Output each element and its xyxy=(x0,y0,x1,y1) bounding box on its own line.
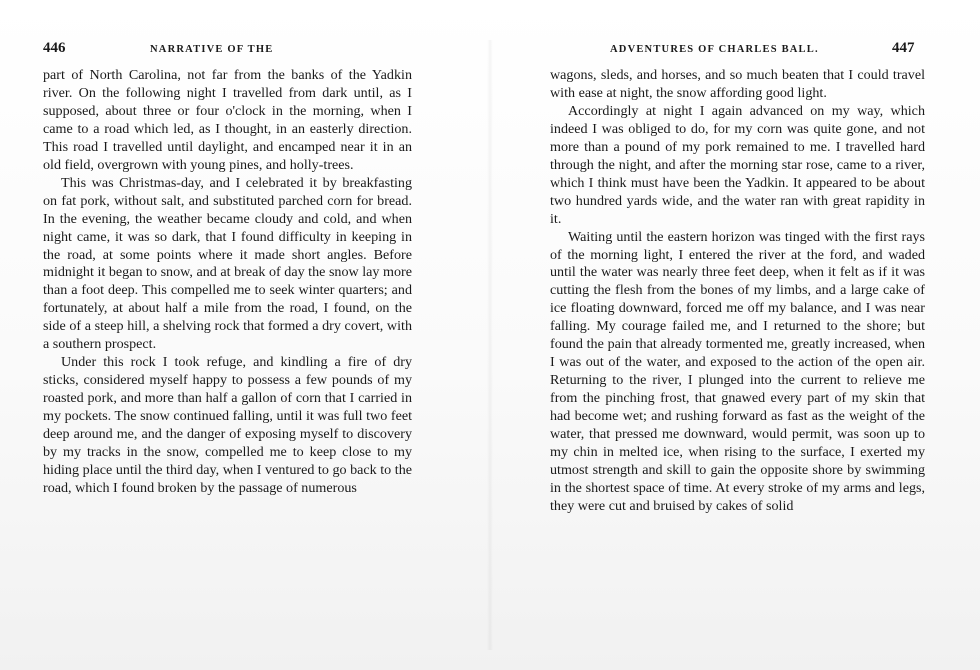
paragraph: Accordingly at night I again advanced on my way, which indeed I was obliged to do, for my corn was quite gone, and not more than a pound of my pork remained to me. I travelled hard through the night, and after the morning star rose, came to a river, which I think must have been the Yadkin. It appeared to be about two hundred yards wide, and the water ran with great rapidity in it. xyxy=(550,102,925,227)
paragraph: part of North Carolina, not far from the banks of the Yadkin river. On the following night I travelled from dark until, as I supposed, about three or four o'clock in the morning, when I came to a road which led, as I thought, in an easterly direction. This road I travelled until daylight, and encamped near it in an old field, overgrown with young pines, and holly-trees. xyxy=(43,67,412,173)
running-head-left: NARRATIVE OF THE xyxy=(150,44,274,55)
running-head-right: ADVENTURES OF CHARLES BALL. xyxy=(610,44,819,55)
paragraph: Waiting until the eastern horizon was tinged with the first rays of the morning light, I entered the river at the ford, and waded until the water was nearly three feet deep, when it felt as if it was cutting the flesh from the bones of my limbs, and a large cake of ice floating downward, forced me off my balance, and I was near falling. My courage failed me, and I returned to the shore; but found the pain that already tormented me, greatly increased, when I was out of the water, and exposed to the action of the open air. Returning to the river, I plunged into the current to relieve me from the pinching frost, that gnawed every part of my skin that had become wet; and rushing forward as fast as the weight of the water, that pressed me downward, would permit, was soon up to my chin in melted ice, when rising to the surface, I exerted my utmost strength and skill to gain the opposite shore by swimming in the shortest space of time. At every stroke of my arms and legs, they were cut and bruised by cakes of solid xyxy=(550,228,925,514)
page-number-right: 447 xyxy=(892,40,915,56)
paragraph: This was Christmas-day, and I celebrated it by breakfasting on fat pork, without salt, and substituted parched corn for bread. In the evening, the weather became cloudy and cold, and when night came, it was so dark, that I found difficulty in keeping in the road, at some points where it made short angles. Before midnight it began to snow, and at break of day the snow lay more than a foot deep. This compelled me to seek winter quarters; and fortunately, at about half a mile from the road, I found, on the side of a steep hill, a shelving rock that formed a dry covert, with a southern prospect. xyxy=(43,174,412,353)
left-page-text xyxy=(43,67,412,498)
right-page-text xyxy=(550,67,925,516)
page-number-left: 446 xyxy=(43,40,66,56)
paragraph: wagons, sleds, and horses, and so much beaten that I could travel with ease at night, the snow affording good light. xyxy=(550,67,925,101)
right-page xyxy=(490,0,980,670)
paragraph: Under this rock I took refuge, and kindling a fire of dry sticks, considered myself happy to possess a few pounds of my roasted pork, and more than half a gallon of corn that I carried in my pockets. The snow continued falling, until it was full two feet deep around me, and the danger of exposing myself to discovery by my tracks in the snow, compelled me to keep close to my hiding place until the third day, when I ventured to go back to the road, which I found broken by the passage of numerous xyxy=(43,354,412,496)
